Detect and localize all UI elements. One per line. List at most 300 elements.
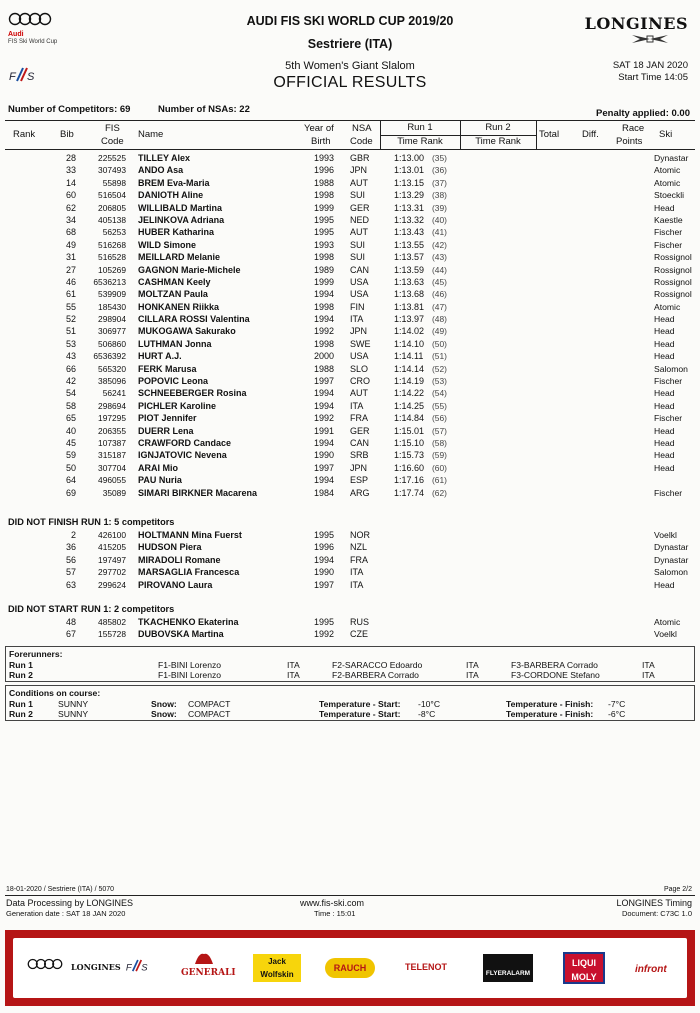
- nsa-cell: SUI: [350, 252, 366, 263]
- bib-cell: 36: [65, 542, 76, 553]
- birth-year-cell: 1995: [314, 214, 335, 225]
- athlete-name: PIOT Jennifer: [138, 413, 197, 424]
- birth-year-cell: 1994: [314, 554, 335, 565]
- run1-rank: (47): [432, 301, 447, 312]
- table-row: [0, 214, 700, 226]
- athlete-name: CILLARA ROSSI Valentina: [138, 314, 250, 325]
- athlete-name: ARAI Mio: [138, 462, 178, 473]
- bib-cell: 14: [65, 177, 76, 188]
- nsa-cell: CZE: [350, 629, 368, 640]
- fis-code-cell: 6536213: [93, 276, 126, 287]
- ski-brand: Rossignol: [654, 264, 692, 275]
- bib-cell: 48: [65, 617, 76, 627]
- fis-logo-icon: [8, 66, 36, 84]
- results-table: [0, 152, 700, 499]
- bib-cell: 68: [65, 227, 76, 238]
- forerunner-3-nsa: ITA: [642, 660, 655, 670]
- col-name: Name: [138, 129, 164, 140]
- ski-brand: Head: [654, 579, 675, 590]
- athlete-name: FERK Marusa: [138, 363, 197, 374]
- nsa-cell: ITA: [350, 400, 364, 411]
- generali-lion-icon: [193, 950, 215, 966]
- race-date: SAT 18 JAN 2020: [612, 60, 688, 71]
- table-row: [0, 325, 700, 337]
- bib-cell: 64: [65, 475, 76, 486]
- col-ski: Ski: [659, 129, 673, 140]
- svg-text:F: F: [9, 71, 16, 83]
- ski-brand: Atomic: [654, 165, 681, 176]
- run1-time: 1:13.59: [394, 264, 425, 275]
- athlete-name: JELINKOVA Adriana: [138, 214, 225, 225]
- nsa-cell: CAN: [350, 437, 370, 448]
- run1-time: 1:13.57: [394, 252, 425, 263]
- temp-start-value: -8°C: [418, 709, 436, 719]
- bib-cell: 51: [65, 326, 76, 337]
- ski-brand: Head: [654, 400, 675, 411]
- run1-time: 1:14.84: [394, 413, 425, 424]
- fis-code-cell: 197295: [98, 413, 126, 424]
- bib-cell: 67: [65, 629, 76, 640]
- weather-value: SUNNY: [58, 699, 89, 709]
- nsa-cell: SLO: [350, 363, 369, 374]
- birth-year-cell: 1999: [314, 202, 335, 213]
- birth-year-cell: 1998: [314, 301, 335, 312]
- birth-year-cell: 1984: [314, 487, 335, 498]
- dns-heading: DID NOT START RUN 1: 2 competitors: [8, 604, 175, 614]
- fis-code-cell: 206355: [98, 425, 126, 436]
- athlete-name: PIROVANO Laura: [138, 579, 213, 590]
- athlete-name: HONKANEN Riikka: [138, 301, 220, 312]
- table-row: [0, 487, 700, 499]
- temp-finish-value: -6°C: [608, 709, 626, 719]
- nsa-cell: NZL: [350, 542, 368, 553]
- birth-year-cell: 1995: [314, 530, 335, 540]
- ski-brand: Rossignol: [654, 289, 692, 300]
- fis-code-cell: 298904: [98, 314, 126, 325]
- ski-brand: Head: [654, 437, 675, 448]
- forerunner-2: F2-BARBERA Corrado: [332, 670, 419, 680]
- run1-time: 1:13.31: [394, 202, 425, 213]
- audi-rings-icon: [8, 12, 52, 26]
- fis-code-cell: 6536392: [93, 351, 126, 362]
- sponsor-jack-wolfskin: Jack Wolfskin: [253, 954, 301, 982]
- athlete-name: DUERR Lena: [138, 425, 194, 436]
- run1-time: 1:14.02: [394, 326, 425, 337]
- temp-finish-label: Temperature - Finish:: [506, 699, 594, 709]
- run1-time: 1:17.16: [394, 475, 425, 486]
- table-row: [0, 251, 700, 263]
- run1-time: 1:13.63: [394, 276, 425, 287]
- birth-year-cell: 1994: [314, 400, 335, 411]
- col-run1-timerank: Time Rank: [397, 136, 443, 147]
- dnf-heading: DID NOT FINISH RUN 1: 5 competitors: [8, 517, 175, 527]
- bib-cell: 40: [65, 425, 76, 436]
- run1-rank: (59): [432, 450, 447, 461]
- bib-cell: 58: [65, 400, 76, 411]
- birth-year-cell: 1996: [314, 165, 335, 176]
- birth-year-cell: 1994: [314, 475, 335, 486]
- athlete-name: WILD Simone: [138, 239, 196, 250]
- venue: Sestriere (ITA): [307, 37, 393, 51]
- footer-gen-time: Time : 15:01: [314, 909, 356, 918]
- dnf-table: [0, 529, 700, 591]
- nsa-cell: FRA: [350, 554, 368, 565]
- ski-brand: Salomon: [654, 363, 688, 374]
- competition-title: AUDI FIS SKI WORLD CUP 2019/20: [246, 14, 454, 28]
- sponsor-telenot: TELENOT: [405, 962, 447, 972]
- col-nsa-2: Code: [350, 136, 373, 147]
- birth-year-cell: 1999: [314, 276, 335, 287]
- forerunner-2-nsa: ITA: [466, 660, 479, 670]
- fis-code-cell: 516528: [98, 252, 126, 263]
- run1-time: 1:15.01: [394, 425, 425, 436]
- run1-rank: (44): [432, 264, 447, 275]
- weather-value: SUNNY: [58, 709, 89, 719]
- footer-website[interactable]: www.fis-ski.com: [300, 898, 365, 908]
- table-row: [0, 288, 700, 300]
- run1-time: 1:13.97: [394, 314, 425, 325]
- table-row: [0, 579, 700, 591]
- fis-code-cell: 565320: [98, 363, 126, 374]
- fis-code-cell: 55898: [102, 177, 126, 188]
- table-row: [0, 264, 700, 276]
- table-row: [0, 239, 700, 251]
- ski-brand: Dynastar: [654, 554, 689, 565]
- table-row: [0, 400, 700, 412]
- longines-wings-icon: [630, 33, 670, 45]
- table-row: [0, 462, 700, 474]
- nsa-cell: JPN: [350, 326, 368, 337]
- table-row: [0, 276, 700, 288]
- athlete-name: HUBER Katharina: [138, 227, 215, 238]
- run1-rank: (60): [432, 462, 447, 473]
- penalty: Penalty applied: 0.00: [596, 108, 690, 119]
- birth-year-cell: 1994: [314, 437, 335, 448]
- competitors-count: Number of Competitors: 69: [8, 104, 131, 115]
- temp-finish-value: -7°C: [608, 699, 626, 709]
- nsa-cell: NOR: [350, 530, 370, 540]
- forerunner-2-nsa: ITA: [466, 670, 479, 680]
- run1-time: 1:13.01: [394, 165, 425, 176]
- run1-time: 1:13.29: [394, 190, 425, 201]
- fis-code-cell: 105269: [98, 264, 126, 275]
- fis-code-cell: 415205: [98, 542, 126, 553]
- nsa-cell: JPN: [350, 165, 368, 176]
- forerunners-box: [5, 646, 695, 682]
- bib-cell: 56: [65, 554, 76, 565]
- bib-cell: 69: [65, 487, 76, 498]
- nsa-cell: ITA: [350, 579, 364, 590]
- run1-rank: (62): [432, 487, 447, 498]
- nsa-cell: SUI: [350, 239, 366, 250]
- bib-cell: 45: [65, 437, 76, 448]
- ski-brand: Kaestle: [654, 214, 683, 225]
- birth-year-cell: 1998: [314, 252, 335, 263]
- athlete-name: PICHLER Karoline: [138, 400, 217, 411]
- run1-time: 1:15.10: [394, 437, 425, 448]
- bib-cell: 43: [65, 351, 76, 362]
- column-header: [5, 120, 695, 150]
- table-row: [0, 363, 700, 375]
- athlete-name: ANDO Asa: [138, 165, 184, 176]
- bib-cell: 46: [65, 276, 76, 287]
- run1-rank: (51): [432, 351, 447, 362]
- forerunners-heading: Forerunners:: [9, 649, 63, 659]
- nsa-cell: RUS: [350, 617, 370, 627]
- ski-brand: Head: [654, 450, 675, 461]
- ski-brand: Head: [654, 338, 675, 349]
- table-row: [0, 474, 700, 486]
- snow-value: COMPACT: [188, 709, 231, 719]
- sponsor-liqui-moly: LIQUI MOLY: [563, 952, 605, 984]
- ski-brand: Rossignol: [654, 276, 692, 287]
- table-row: [0, 628, 700, 640]
- run1-time: 1:17.74: [394, 487, 425, 498]
- footer-document: Document: C73C 1.0: [621, 909, 692, 918]
- table-row: [0, 313, 700, 325]
- nsa-cell: SWE: [350, 338, 371, 349]
- run1-rank: (37): [432, 177, 447, 188]
- footer-processing: Data Processing by LONGINES: [6, 898, 134, 908]
- table-row: [0, 437, 700, 449]
- run1-rank: (57): [432, 425, 447, 436]
- bib-cell: 66: [65, 363, 76, 374]
- run1-time: 1:13.68: [394, 289, 425, 300]
- fis-code-cell: 539909: [98, 289, 126, 300]
- condition-run: Run 1: [9, 699, 33, 709]
- sponsor-strip: [13, 938, 687, 998]
- table-row: [0, 449, 700, 461]
- footer-gen-date: Generation date : SAT 18 JAN 2020: [6, 909, 126, 918]
- run1-rank: (61): [432, 475, 447, 486]
- fis-code-cell: 297702: [98, 567, 126, 578]
- bib-cell: 33: [65, 165, 76, 176]
- ski-brand: Head: [654, 326, 675, 337]
- athlete-name: BREM Eva-Maria: [138, 177, 210, 188]
- start-time: Start Time 14:05: [618, 72, 688, 83]
- fis-code-cell: 56241: [102, 388, 126, 399]
- nsa-cell: ITA: [350, 567, 364, 578]
- col-run2-timerank: Time Rank: [475, 136, 521, 147]
- fis-code-cell: 225525: [98, 153, 126, 163]
- table-row: [0, 566, 700, 578]
- nsa-cell: ESP: [350, 475, 369, 486]
- bib-cell: 28: [65, 153, 76, 163]
- forerunner-3: F3-BARBERA Corrado: [511, 660, 598, 670]
- run1-rank: (48): [432, 314, 447, 325]
- birth-year-cell: 1992: [314, 413, 335, 424]
- birth-year-cell: 1996: [314, 542, 335, 553]
- svg-text:S: S: [27, 71, 35, 83]
- birth-year-cell: 1990: [314, 567, 335, 578]
- fis-code-cell: 496055: [98, 475, 126, 486]
- document-type: OFFICIAL RESULTS: [273, 74, 427, 91]
- athlete-name: TKACHENKO Ekaterina: [138, 617, 239, 627]
- col-diff: Diff.: [582, 129, 599, 140]
- forerunner-run: Run 1: [9, 660, 33, 670]
- table-row: [0, 554, 700, 566]
- snow-label: Snow:: [151, 709, 177, 719]
- svg-text:F: F: [125, 961, 132, 973]
- forerunner-3: F3-CORDONE Stefano: [511, 670, 600, 680]
- table-row: [0, 177, 700, 189]
- sponsor-rauch: RAUCH: [325, 958, 375, 978]
- athlete-name: HOLTMANN Mina Fuerst: [138, 530, 242, 540]
- bib-cell: 49: [65, 239, 76, 250]
- birth-year-cell: 1994: [314, 314, 335, 325]
- run1-time: 1:14.11: [394, 351, 424, 362]
- fis-code-cell: 385096: [98, 376, 126, 387]
- birth-year-cell: 1998: [314, 190, 335, 201]
- sponsor-infront: infront: [635, 964, 667, 975]
- footer-timing: LONGINES Timing: [616, 898, 692, 908]
- ski-brand: Head: [654, 314, 675, 325]
- run1-rank: (53): [432, 376, 447, 387]
- fis-code-cell: 107387: [98, 437, 126, 448]
- run1-time: 1:13.00: [394, 153, 425, 163]
- bib-cell: 61: [65, 289, 76, 300]
- snow-label: Snow:: [151, 699, 177, 709]
- birth-year-cell: 1997: [314, 462, 335, 473]
- ski-brand: Voelkl: [654, 629, 677, 640]
- ski-brand: Voelkl: [654, 530, 677, 540]
- forerunner-2: F2-SARACCO Edoardo: [332, 660, 423, 670]
- sponsor-generali: GENERALI: [181, 968, 236, 978]
- sponsor-longines: LONGINES: [71, 962, 121, 972]
- table-row: [0, 616, 700, 628]
- bib-cell: 42: [65, 376, 76, 387]
- col-rank: Rank: [13, 129, 36, 140]
- table-row: [0, 541, 700, 553]
- audi-brand: Audi: [8, 31, 24, 38]
- nsa-cell: CRO: [350, 376, 370, 387]
- run1-rank: (54): [432, 388, 447, 399]
- bib-cell: 53: [65, 338, 76, 349]
- athlete-name: MEILLARD Melanie: [138, 252, 221, 263]
- fis-code-cell: 307493: [98, 165, 126, 176]
- fis-code-cell: 306977: [98, 326, 126, 337]
- ski-brand: Stoeckli: [654, 190, 685, 201]
- athlete-name: LUTHMAN Jonna: [138, 338, 212, 349]
- ski-brand: Salomon: [654, 567, 688, 578]
- birth-year-cell: 1997: [314, 376, 335, 387]
- nsa-cell: SUI: [350, 190, 366, 201]
- bib-cell: 59: [65, 450, 76, 461]
- athlete-name: TILLEY Alex: [138, 153, 191, 163]
- athlete-name: POPOVIC Leona: [138, 376, 209, 387]
- bib-cell: 54: [65, 388, 76, 399]
- temp-start-label: Temperature - Start:: [319, 699, 401, 709]
- nsa-cell: ARG: [350, 487, 370, 498]
- athlete-name: PAU Nuria: [138, 475, 182, 486]
- footer-code: 18-01-2020 / Sestriere (ITA) / 5070: [6, 886, 115, 893]
- run1-time: 1:14.10: [394, 338, 425, 349]
- run1-rank: (45): [432, 276, 447, 287]
- ski-brand: Fischer: [654, 413, 683, 424]
- run1-rank: (56): [432, 413, 447, 424]
- bib-cell: 65: [65, 413, 76, 424]
- table-row: [0, 152, 700, 164]
- birth-year-cell: 1990: [314, 450, 335, 461]
- athlete-name: DUBOVSKA Martina: [138, 629, 224, 640]
- athlete-name: MOLTZAN Paula: [138, 289, 208, 300]
- ski-brand: Rossignol: [654, 252, 692, 263]
- athlete-name: CRAWFORD Candace: [138, 437, 232, 448]
- table-row: [0, 350, 700, 362]
- nsa-cell: GBR: [350, 153, 370, 163]
- bib-cell: 50: [65, 462, 76, 473]
- birth-year-cell: 1992: [314, 326, 335, 337]
- fis-code-cell: 206805: [98, 202, 126, 213]
- birth-year-cell: 1994: [314, 289, 335, 300]
- athlete-name: SIMARI BIRKNER Macarena: [138, 487, 258, 498]
- table-row: [0, 189, 700, 201]
- ski-brand: Atomic: [654, 301, 681, 312]
- run1-rank: (41): [432, 227, 447, 238]
- run1-time: 1:13.43: [394, 227, 425, 238]
- ski-brand: Head: [654, 425, 675, 436]
- ski-brand: Dynastar: [654, 542, 689, 553]
- run1-rank: (52): [432, 363, 447, 374]
- forerunner-1-nsa: ITA: [287, 660, 300, 670]
- sponsor-banner: [5, 930, 695, 1006]
- run1-rank: (43): [432, 252, 447, 263]
- forerunner-1: F1-BINI Lorenzo: [158, 660, 222, 670]
- snow-value: COMPACT: [188, 699, 231, 709]
- fis-code-cell: 56253: [102, 227, 126, 238]
- birth-year-cell: 1993: [314, 239, 335, 250]
- nsa-cell: FRA: [350, 413, 368, 424]
- athlete-name: WILLIBALD Martina: [138, 202, 222, 213]
- bib-cell: 55: [65, 301, 76, 312]
- col-fis-1: FIS: [105, 123, 120, 134]
- table-row: [0, 164, 700, 176]
- run1-time: 1:14.25: [394, 400, 425, 411]
- run1-rank: (49): [432, 326, 447, 337]
- nsa-cell: AUT: [350, 388, 368, 399]
- bib-cell: 34: [65, 214, 76, 225]
- table-row: [0, 301, 700, 313]
- athlete-name: MIRADOLI Romane: [138, 554, 221, 565]
- bib-cell: 60: [65, 190, 76, 201]
- forerunner-run: Run 2: [9, 670, 33, 680]
- run1-rank: (39): [432, 202, 447, 213]
- col-race-1: Race: [622, 123, 645, 134]
- table-row: [0, 412, 700, 424]
- birth-year-cell: 1992: [314, 629, 335, 640]
- bib-cell: 31: [65, 252, 76, 263]
- run1-time: 1:14.14: [394, 363, 425, 374]
- fis-code-cell: 197497: [98, 554, 126, 565]
- nsa-cell: AUT: [350, 227, 368, 238]
- bib-cell: 62: [65, 202, 76, 213]
- sponsor-flyeralarm: FLYERALARM: [483, 954, 533, 982]
- fis-code-cell: 485802: [98, 617, 126, 627]
- svg-text:S: S: [141, 961, 148, 973]
- run1-rank: (38): [432, 190, 447, 201]
- results-header: [0, 0, 700, 100]
- run1-time: 1:13.15: [394, 177, 425, 188]
- col-run2: Run 2: [485, 122, 511, 133]
- athlete-name: MUKOGAWA Sakurako: [138, 326, 236, 337]
- nsa-cell: CAN: [350, 264, 370, 275]
- fis-logo-icon: [125, 958, 149, 974]
- run1-rank: (55): [432, 400, 447, 411]
- run1-time: 1:13.32: [394, 214, 425, 225]
- ski-brand: Head: [654, 351, 675, 362]
- nsa-cell: JPN: [350, 462, 368, 473]
- col-nsa-1: NSA: [352, 123, 372, 134]
